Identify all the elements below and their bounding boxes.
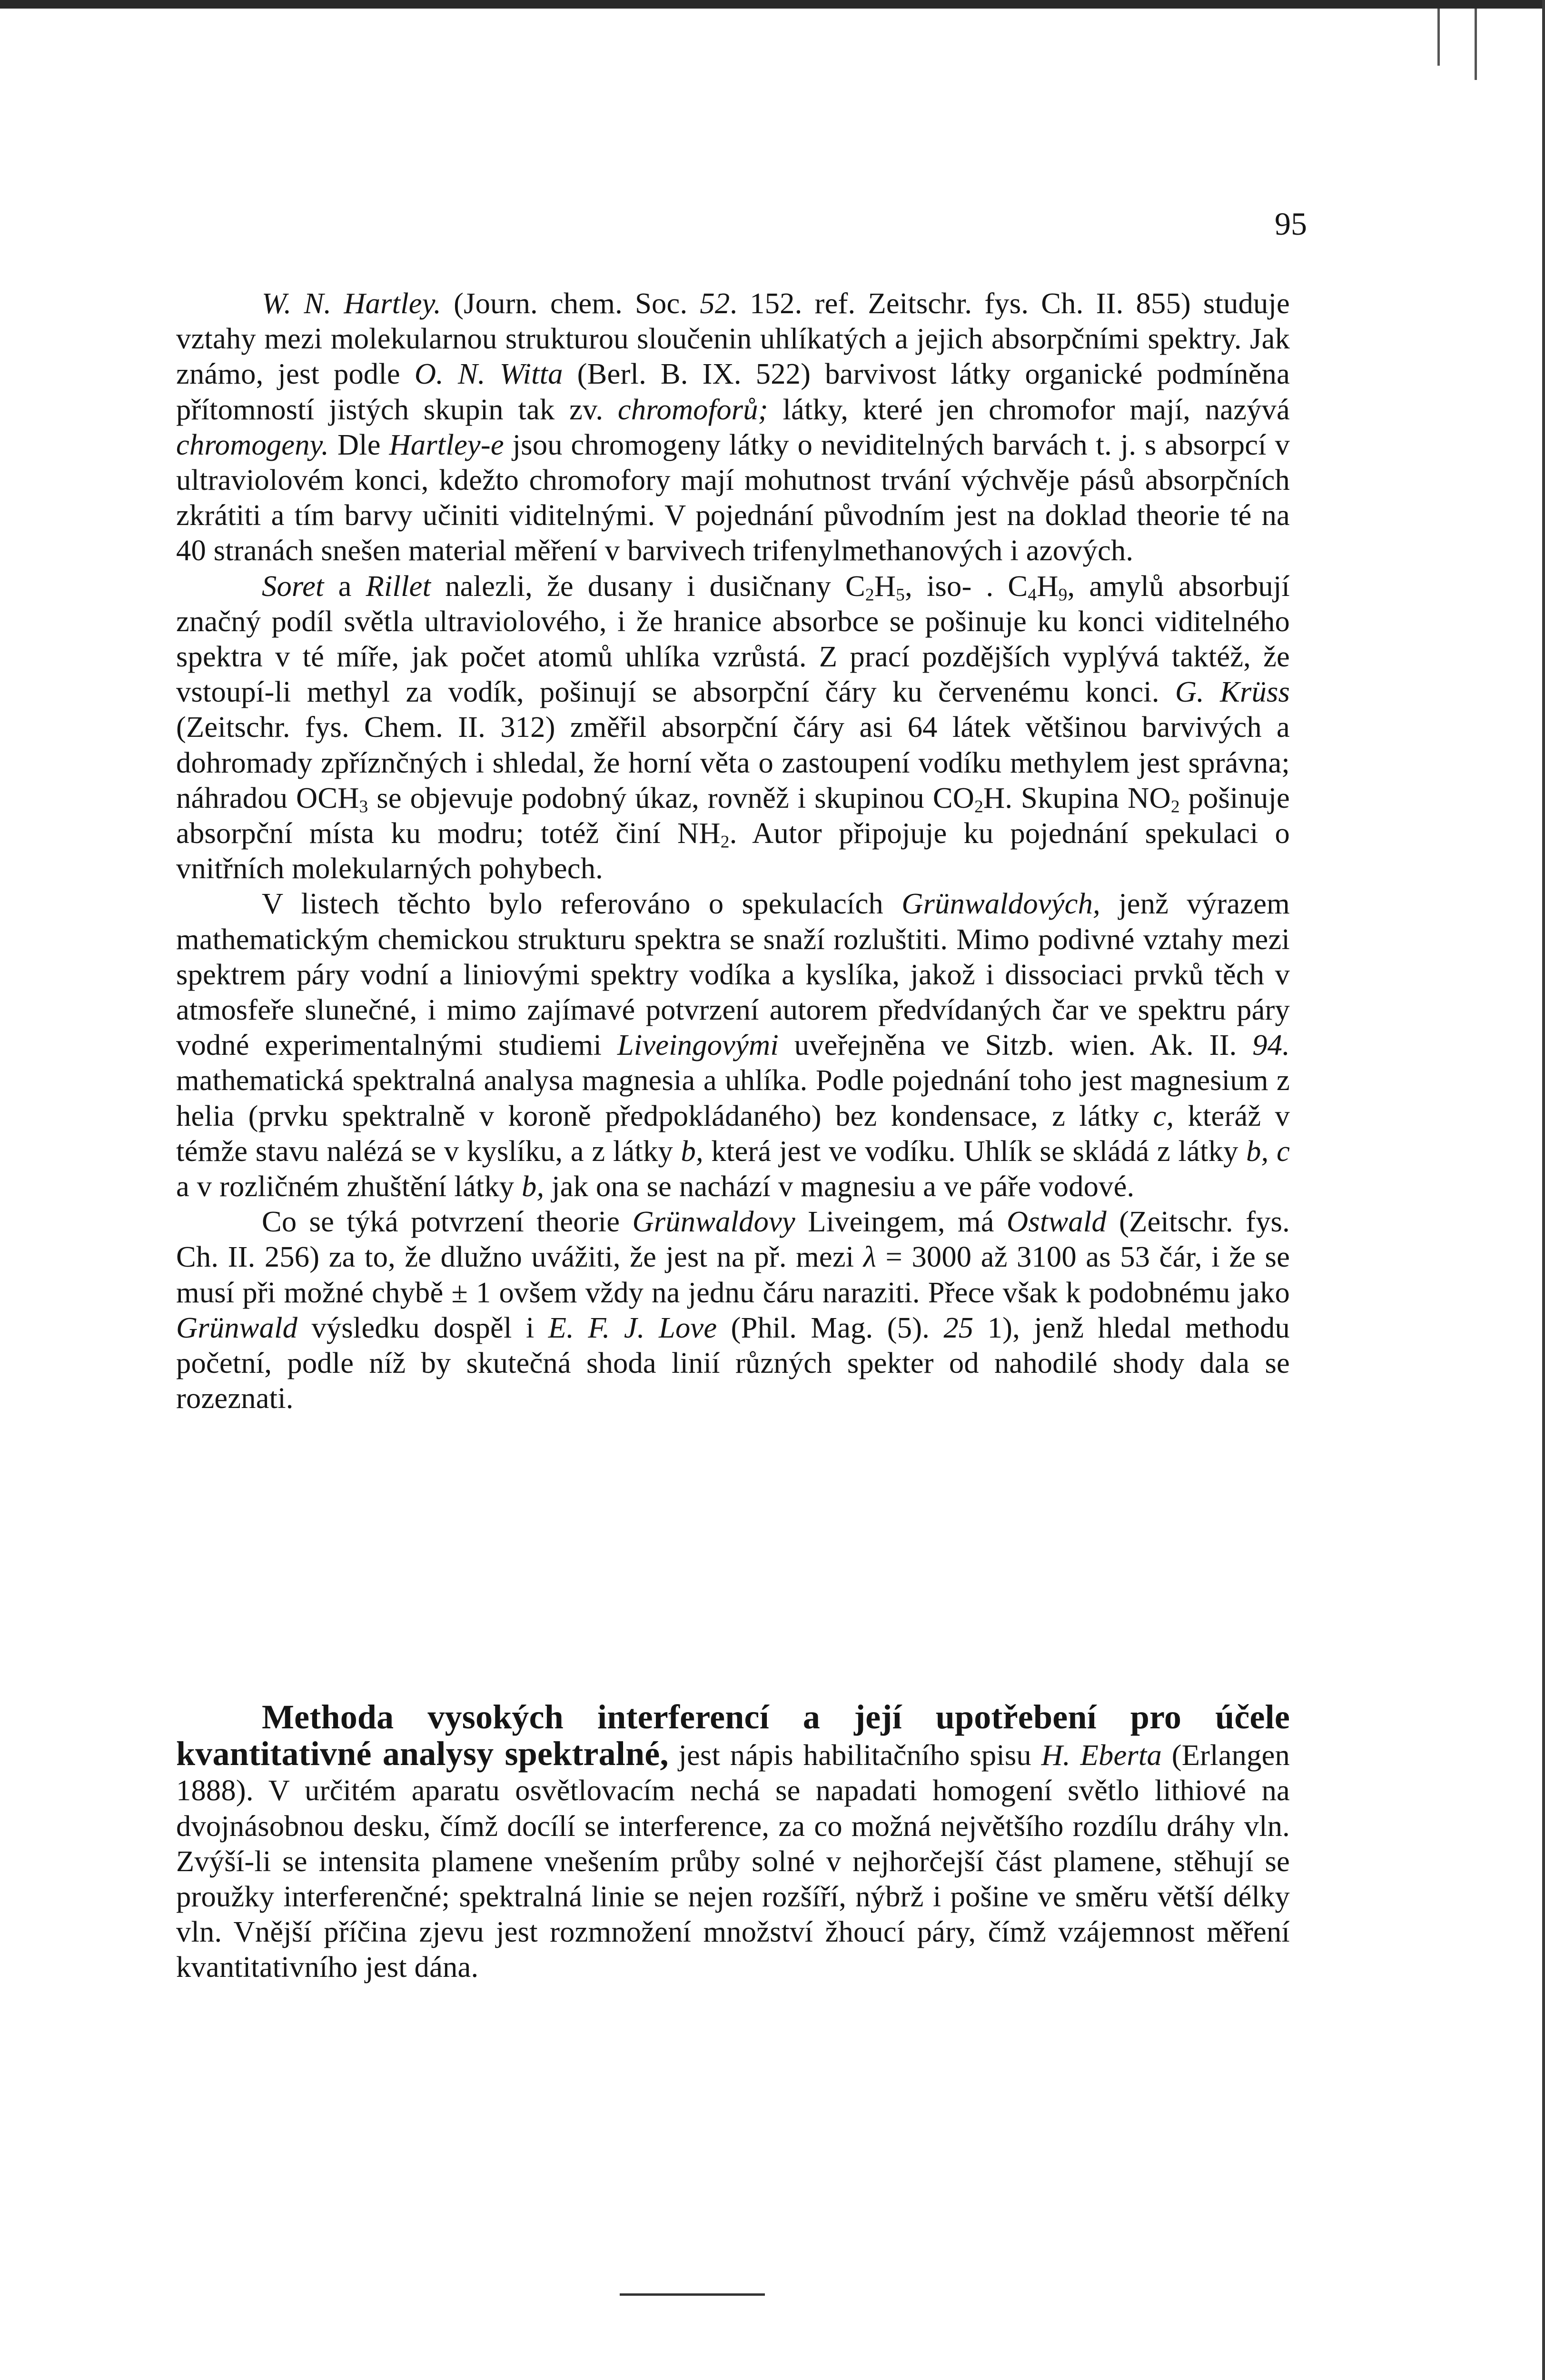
author-name: Grünwaldových, <box>901 887 1100 921</box>
author-name: E. F. J. Love <box>548 1310 717 1344</box>
author-name: W. N. Hartley. <box>262 287 442 320</box>
author-name: Grünwald <box>176 1310 298 1344</box>
section-methoda <box>176 1699 1290 1985</box>
author-name: Liveingovými <box>617 1028 779 1062</box>
section-title: Methoda vysokých interferencí a její upotřebení pro účele kvantitativné analysy spektralné, <box>176 1698 1290 1773</box>
author-name: Ostwald <box>1007 1205 1107 1239</box>
scan-corner-mark <box>1437 9 1440 66</box>
scan-corner-mark <box>1475 9 1477 80</box>
article-text <box>176 286 1290 1416</box>
paragraph-hartley: W. N. Hartley. (Journ. chem. Soc. 52. 152. ref. Zeitschr. fys. Ch. II. 855) studuje vztahy mezi molekularnou strukturou sloučenin uhlíkatých a jejich absorpčními spektry. Jak známo, jest podle O. N. Witta (Berl. B. IX. 522) barvivost látky organické podmíněna přítomností jistých skupin tak zv. chromoforů; látky, které jen chromofor mají, nazývá chromogeny. Dle Hartley-e jsou chromogeny látky o neviditelných barvách t. j. s absorpcí v ultraviolovém konci, kdežto chromofory mají mohutnost trvání výchvěje pásů absorpčních zkrátiti a tím barvy učiniti viditelnými. V pojednání původním jest na doklad theorie té na 40 stranách snešen material měření v barvivech trifenylmethanových i azových. <box>176 287 1290 567</box>
paragraph-soret: Soret a Rillet nalezli, že dusany i dusičnany $C_2H_5$, iso- . $C_4H_9$, amylů absorbují značný podíl světla ultraviolového, i že hranice absorbce se pošinuje ku konci viditelného spektra v té míře, jak počet atomů uhlíka vzrůstá. Z prací pozdějších vyplývá taktéž, že vstoupí-li methyl za vodík, pošinují se absorpční čáry ku červenému konci. G. Krüss (Zeitschr. fys. Chem. II. 312) změřil absorpční čáry asi 64 látek většinou barvivých a dohromady zpříznčných i shledal, že horní věta o zastoupení vodíku methylem jest správna; náhradou $OCH_3$ se objevuje podobný úkaz, rovněž i skupinou $CO_2H$. Skupina $NO_2$ pošinuje absorpční místa ku modru; totéž činí $NH_2$. Autor připojuje ku pojednání spekulaci o vnitřních molekularných pohybech. <box>176 569 1290 885</box>
author-name: O. N. Witta <box>414 357 563 391</box>
author-name: Soret <box>262 569 324 603</box>
page-number: 95 <box>1275 206 1307 242</box>
author-name: H. Eberta <box>1041 1738 1162 1772</box>
author-name: G. Krüss <box>1175 675 1290 709</box>
section-divider <box>620 2293 765 2296</box>
paragraph-ostwald: Co se týká potvrzení theorie Grünwaldovy Liveingem, má Ostwald (Zeitschr. fys. Ch. II. 256) za to, že dlužno uvážiti, že jest na př. mezi λ = 3000 až 3100 as 53 čár, i že se musí při možné chybě ± 1 ovšem vždy na jednu čáru naraziti. Přece však k podobnému jako Grünwald výsledku dospěl i E. F. J. Love (Phil. Mag. (5). 25 1), jenž hledal methodu početní, podle níž by skutečná shoda linií různých spekter od nahodilé shody dala se rozeznati. <box>176 1205 1290 1415</box>
paragraph-methoda: Methoda vysokých interferencí a její upotřebení pro účele kvantitativné analysy spektralné, jest nápis habilitačního spisu H. Eberta (Erlangen 1888). V určitém aparatu osvětlovacím nechá se napadati homogení světlo lithiové na dvojnásobnou desku, čímž docílí se interference, za co možná největšího rozdílu dráhy vln. Zvýší-li se intensita plamene vnešením průby solné v nejhorčejší část plamene, stěhují se proužky interferenčné; spektralná linie se nejen rozšíří, nýbrž i pošine ve směru větší délky vln. Vnější příčina zjevu jest rozmnožení množství žhoucí páry, čímž vzájemnost měření kvantitativního jest dána. <box>176 1698 1290 1984</box>
author-name: Rillet <box>366 569 431 603</box>
paragraph-grunwald: V listech těchto bylo referováno o spekulacích Grünwaldových, jenž výrazem mathematickým chemickou strukturu spektra se snaží rozluštiti. Mimo podivné vztahy mezi spektrem páry vodní a liniovými spektry vodíka a kyslíka, jakož i dissociaci prvků těch v atmosfeře slunečné, i mimo zajímavé potvrzení autorem předvídaných čar ve spektru páry vodné experimentalnými studiemi Liveingovými uveřejněna ve Sitzb. wien. Ak. II. 94. mathematická spektralná analysa magnesia a uhlíka. Podle pojednání toho jest magnesium z helia (prvku spektralně v koroně předpokládaného) bez kondensace, z látky c, kteráž v témže stavu nalézá se v kyslíku, a z látky b, která jest ve vodíku. Uhlík se skládá z látky b, c a v rozličném zhuštění látky b, jak ona se nachází v magnesiu a ve páře vodové. <box>176 887 1290 1203</box>
author-name: Grünwaldovy <box>632 1205 795 1239</box>
page-top-edge <box>0 0 1545 9</box>
page-right-edge <box>1542 0 1545 2380</box>
author-name: Hartley-e <box>389 427 504 461</box>
